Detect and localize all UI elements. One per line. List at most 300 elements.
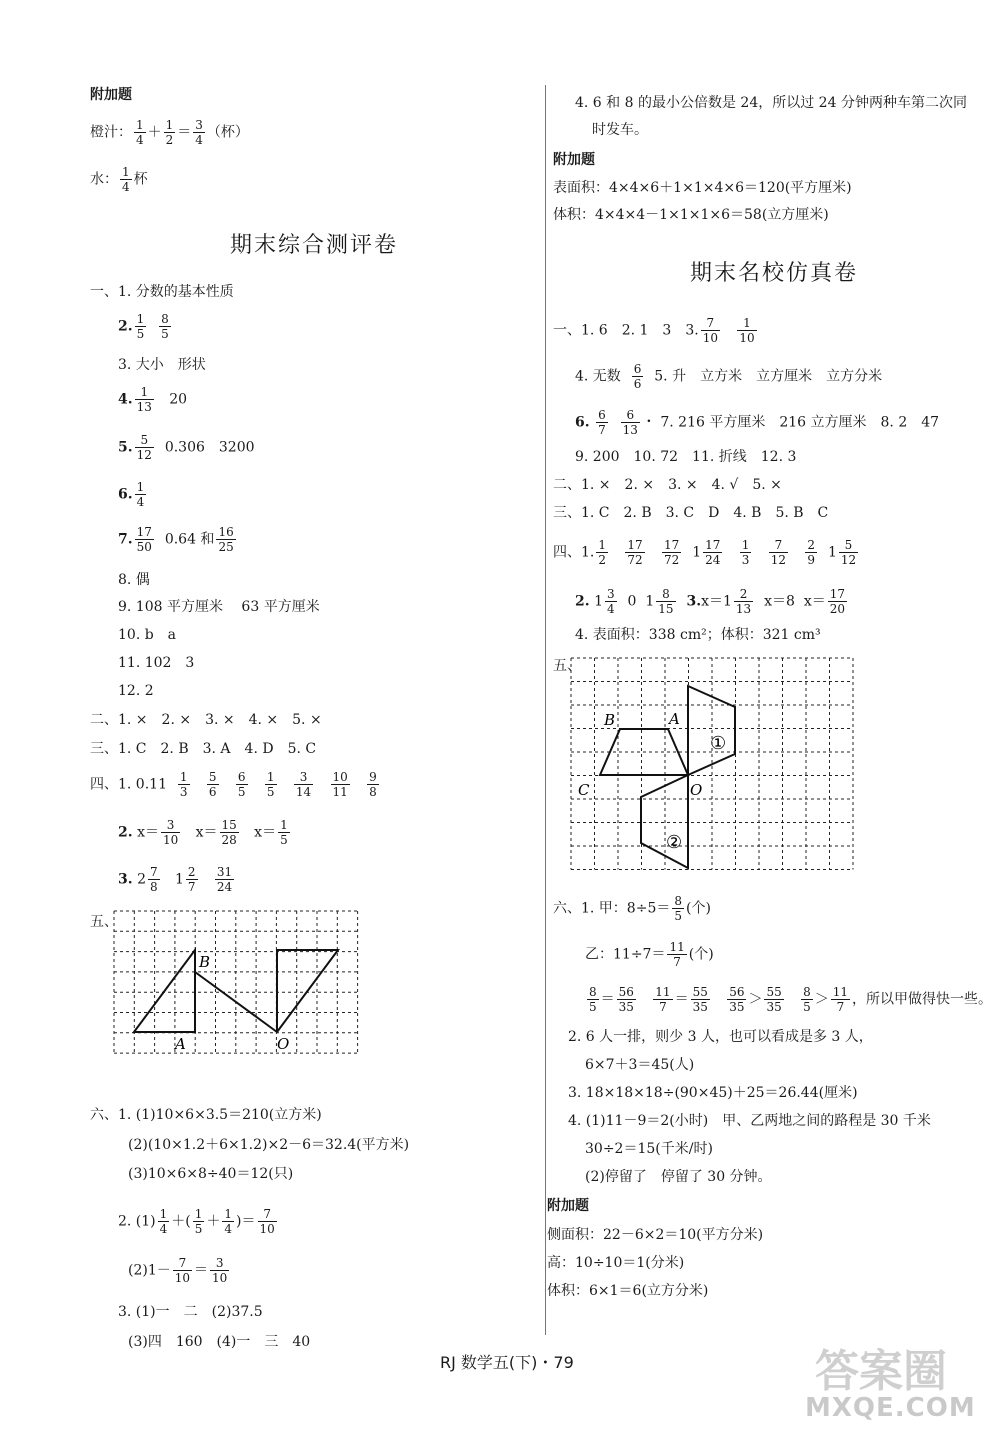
den: 10 [174, 1271, 191, 1285]
num: 1 [165, 118, 174, 132]
right-extra-2: 体积：4×4×4－1×1×1×6＝58(立方厘米) [553, 207, 829, 223]
left-q1-5 [118, 433, 255, 462]
right-q2: 二、1. × 2. × 3. × 4. √ 5. × [553, 477, 782, 493]
right-extra2-2: 高：10÷10＝1(分米) [547, 1255, 685, 1271]
fraction [210, 1256, 229, 1285]
den: 5 [266, 785, 275, 799]
op: ＝ [241, 1213, 256, 1230]
left-q1-12: 12. 2 [118, 683, 154, 699]
den: 5 [589, 1000, 597, 1014]
op: ＞ [814, 991, 829, 1008]
fraction [769, 538, 788, 567]
den: 5 [194, 1222, 203, 1236]
num-label: 4. [118, 391, 133, 408]
fraction [703, 538, 722, 567]
page-footer: RJ 数学五(下)・79 [440, 1353, 574, 1372]
op: ＝ [674, 991, 689, 1008]
right-q4-2 [575, 587, 849, 616]
fraction [207, 770, 219, 799]
den: 5 [161, 327, 169, 341]
fraction [236, 770, 248, 799]
text: x＝ [254, 824, 277, 841]
left-extra-line-2 [90, 165, 148, 194]
left-q4-3 [118, 865, 236, 894]
den: 35 [618, 1000, 634, 1014]
num: 7 [150, 865, 158, 879]
text: 5. 升 立方米 立方厘米 立方分米 [654, 368, 883, 385]
num: 17 [136, 525, 152, 539]
op: ＋ [147, 124, 162, 141]
den: 5 [674, 909, 682, 923]
right-q4-1 [553, 538, 860, 567]
text: x＝ [803, 593, 826, 610]
den: 4 [122, 180, 130, 194]
text: 1 [594, 593, 603, 610]
right-q1-9: 9. 200 10. 72 11. 折线 12. 3 [575, 449, 797, 465]
den: 10 [162, 833, 179, 847]
num: 6 [633, 362, 642, 376]
text: 2. (1) [118, 1213, 156, 1230]
watermark-logo [805, 1335, 990, 1425]
text: 20 [169, 391, 188, 408]
fraction [161, 818, 180, 847]
den: 2 [165, 133, 174, 147]
num: 3 [294, 770, 313, 785]
text: x＝ [195, 824, 218, 841]
den: 24 [705, 553, 721, 567]
left-extra-title: 附加题 [90, 87, 132, 103]
den: 5 [803, 1000, 811, 1014]
right-q6-4c: (2)停留了 停留了 30 分钟。 [585, 1169, 772, 1185]
num: 1 [280, 818, 288, 832]
right-q6-1c [585, 985, 992, 1014]
num: 17 [829, 587, 846, 601]
num: 8 [161, 312, 169, 326]
right-extra2-title: 附加题 [547, 1198, 589, 1214]
left-q3: 三、1. C 2. B 3. A 4. D 5. C [90, 741, 317, 757]
den: 5 [136, 327, 145, 341]
den: 12 [770, 553, 787, 567]
den: 13 [622, 423, 638, 437]
num: 3 [210, 1256, 229, 1271]
num-label: 6. [575, 414, 590, 431]
left-q4-1 [90, 770, 381, 799]
den: 10 [212, 1271, 228, 1285]
num: 3 [195, 118, 203, 132]
den: 12 [840, 553, 857, 567]
num: 7 [258, 1207, 277, 1222]
num: 3 [607, 587, 615, 601]
den: 2 [598, 553, 606, 567]
num: 1 [266, 770, 275, 784]
num-label: 3. [686, 593, 702, 610]
text: 乙：11÷7＝ [585, 946, 666, 963]
left-q4-2 [118, 818, 292, 847]
fraction [215, 865, 234, 894]
num: 6 [237, 770, 246, 784]
den: 14 [295, 785, 312, 799]
num: 7 [173, 1256, 192, 1271]
den: 10 [259, 1222, 275, 1236]
fraction [691, 985, 710, 1014]
fraction [667, 940, 686, 969]
num: 16 [218, 525, 234, 539]
num: 56 [618, 985, 634, 999]
num: 8 [803, 985, 811, 999]
den: 4 [136, 133, 144, 147]
fraction [727, 985, 746, 1014]
right-extra2-1: 侧面积：22－6×2＝10(平方分米) [547, 1227, 764, 1243]
den: 3 [741, 553, 750, 567]
right-section-title: 期末名校仿真卷 [690, 261, 859, 286]
label-circle-1: ① [710, 733, 727, 754]
left-q1-1: 一、1. 分数的基本性质 [90, 284, 234, 300]
fraction [701, 316, 720, 345]
num-label: 5. [118, 439, 133, 456]
num: 11 [669, 940, 685, 954]
num: 8 [589, 985, 597, 999]
fraction [294, 770, 313, 799]
right-q6-4b: 30÷2＝15(千米/时) [585, 1141, 713, 1157]
num: 56 [729, 985, 745, 999]
num: 17 [705, 538, 721, 552]
right-q1-6 [575, 408, 939, 437]
fraction [331, 770, 350, 799]
fraction [625, 538, 644, 567]
label-circle-2: ② [666, 832, 683, 853]
left-q1-8: 8. 偶 [118, 572, 150, 588]
left-q1-6 [118, 480, 148, 509]
den: 12 [136, 448, 152, 462]
left-q1-11: 11. 102 3 [118, 655, 195, 671]
den: 13 [136, 400, 152, 414]
fraction [596, 538, 608, 567]
right-q3: 三、1. C 2. B 3. C D 4. B 5. B C [553, 505, 829, 521]
fraction [222, 1207, 234, 1236]
num: 17 [664, 538, 680, 552]
text: 杯 [133, 171, 148, 188]
right-q4-top-a: 4. 6 和 8 的最小公倍数是 24，所以过 24 分钟两种车第二次同 [575, 95, 967, 111]
num: 1 [136, 118, 144, 132]
num: 17 [627, 538, 643, 552]
den: 10 [702, 331, 718, 345]
den: 15 [658, 602, 674, 616]
right-q6-4a: 4. (1)11－9＝2(小时) 甲、乙两地之间的路程是 30 千米 [568, 1113, 931, 1129]
fraction [278, 818, 290, 847]
fraction [135, 480, 147, 509]
text: 水： [90, 171, 118, 188]
left-q6-1c: (3)10×6×8÷40＝12(只) [128, 1166, 294, 1182]
right-extra-title: 附加题 [553, 152, 595, 168]
num: 1 [136, 480, 145, 494]
num: 8 [656, 587, 675, 602]
num: 5 [839, 538, 858, 553]
text: (个) [686, 900, 711, 917]
fraction [805, 538, 817, 567]
fraction [135, 433, 154, 462]
num: 11 [832, 985, 849, 999]
fraction [737, 316, 756, 345]
triangle-shape [134, 950, 195, 1032]
fraction [839, 538, 858, 567]
den: 3 [179, 785, 188, 799]
den: 25 [218, 540, 234, 554]
num: 2 [734, 587, 753, 602]
label-b: B [199, 953, 211, 971]
den: 35 [692, 1000, 708, 1014]
left-q2: 二、1. × 2. × 3. × 4. × 5. × [90, 712, 322, 728]
right-grid-figure [568, 655, 858, 880]
label-b: B [604, 711, 616, 729]
fraction [656, 587, 675, 616]
num: 1 [737, 316, 756, 331]
num: 5 [135, 433, 154, 448]
num: 1 [135, 385, 154, 400]
num-label: 2. [118, 824, 133, 841]
right-q5-label: 五、 [553, 658, 581, 674]
den: 4 [195, 133, 203, 147]
num-label: 2. [118, 318, 133, 335]
num: 8 [674, 894, 682, 908]
column-divider [545, 85, 546, 1335]
den: 7 [836, 1000, 845, 1014]
right-triangle-shape [277, 950, 338, 1032]
den: 6 [633, 377, 642, 391]
fraction [740, 538, 752, 567]
fraction [617, 985, 636, 1014]
fraction [764, 985, 783, 1014]
text: 1 [827, 544, 837, 561]
num: 7 [769, 538, 788, 553]
fraction [653, 985, 672, 1014]
num: 6 [621, 408, 640, 423]
right-q4-3: 4. 表面积：338 cm²；体积：321 cm³ [575, 627, 821, 643]
num: 1 [136, 312, 145, 326]
den: 50 [136, 540, 152, 554]
num: 1 [194, 1207, 203, 1221]
right-extra2-3: 体积：6×1＝6(立方分米) [547, 1283, 709, 1299]
right-q1-1 [553, 316, 759, 345]
num: 5 [208, 770, 217, 784]
text: 0.306 3200 [164, 439, 255, 456]
left-q6-1b: (2)(10×1.2＋6×1.2)×2－6＝32.4(平方米) [128, 1137, 410, 1153]
num: 6 [598, 408, 606, 422]
num-label: 6. [118, 486, 133, 503]
fraction [621, 408, 640, 437]
num: 15 [221, 818, 237, 832]
den: 35 [729, 1000, 745, 1014]
left-q6-1a: 六、1. (1)10×6×3.5＝210(立方米) [90, 1107, 322, 1123]
text: (2)1－ [128, 1262, 171, 1279]
left-q6-3a: 3. (1)一 二 (2)37.5 [118, 1304, 263, 1320]
num-label: 2. [575, 593, 590, 610]
den: 10 [739, 331, 755, 345]
num: 55 [692, 985, 708, 999]
den: 9 [807, 553, 816, 567]
text: 四、1. 0.11 [90, 776, 167, 793]
den: 35 [766, 1000, 782, 1014]
text: 0.64 和 [164, 531, 215, 548]
fraction [632, 362, 644, 391]
fraction [734, 587, 753, 616]
right-q6-1a [553, 894, 711, 923]
left-q6-2a [118, 1207, 279, 1236]
label-o: O [277, 1035, 290, 1053]
den: 8 [150, 880, 158, 894]
fraction [173, 1256, 192, 1285]
fraction [135, 525, 154, 554]
text: 2 [137, 871, 146, 888]
den: 20 [829, 602, 846, 616]
text: 7. 216 平方厘米 216 立方厘米 8. 2 47 [660, 414, 940, 431]
fraction [164, 118, 176, 147]
text: 六、1. 甲：8÷5＝ [553, 900, 671, 917]
den: 4 [607, 602, 615, 616]
den: 6 [208, 785, 217, 799]
fraction [367, 770, 379, 799]
den: 5 [280, 833, 288, 847]
fraction [120, 165, 132, 194]
right-extra-1: 表面积：4×4×6＋1×1×4×6＝120(平方厘米) [553, 180, 852, 196]
den: 13 [735, 602, 752, 616]
num: 31 [216, 865, 233, 879]
den: 28 [221, 833, 237, 847]
fraction [672, 894, 684, 923]
text: 1 [175, 871, 184, 888]
text: x＝ [137, 824, 159, 841]
num-label: 3. [118, 871, 133, 888]
num: 3 [161, 818, 180, 833]
right-q1-4 [575, 362, 882, 391]
num: 10 [332, 770, 348, 784]
text: 1 [645, 593, 655, 610]
num: 9 [369, 770, 377, 784]
fraction [605, 587, 617, 616]
num: 7 [701, 316, 720, 331]
num: 2 [807, 538, 816, 552]
left-q6-3b: (3)四 160 (4)一 三 40 [128, 1334, 311, 1350]
text: 4. 无数 [575, 368, 621, 385]
text: x＝8 [764, 593, 795, 610]
text: ，所以甲做得快一些。 [852, 991, 993, 1008]
right-q6-1b [585, 940, 714, 969]
text: 1 [692, 544, 702, 561]
num: 2 [187, 865, 196, 879]
num: 1 [598, 538, 606, 552]
op: ＝ [194, 1262, 209, 1279]
op: ) [236, 1213, 242, 1230]
fraction [193, 118, 205, 147]
left-section-title: 期末综合测评卷 [230, 233, 399, 258]
den: 5 [237, 785, 246, 799]
den: 7 [598, 423, 606, 437]
den: 7 [187, 880, 196, 894]
fraction [587, 985, 599, 1014]
op: ＝ [600, 991, 615, 1008]
den: 72 [664, 553, 680, 567]
segment-bo [195, 972, 277, 1032]
left-q6-2b [128, 1256, 231, 1285]
text: 0 [627, 593, 637, 610]
den: 4 [159, 1222, 168, 1236]
left-grid-figure [110, 910, 365, 1065]
den: 4 [224, 1222, 233, 1236]
den: 24 [216, 880, 233, 894]
num: 1 [224, 1207, 233, 1221]
fraction [135, 312, 147, 341]
watermark-en: MXQE.COM [805, 1393, 976, 1423]
right-q6-2a: 2. 6 人一排，则少 3 人，也可以看成是多 3 人， [568, 1029, 873, 1045]
left-q1-7 [118, 525, 238, 554]
num: 1 [179, 770, 188, 784]
fraction [265, 770, 277, 799]
fraction [216, 525, 235, 554]
label-a: A [175, 1035, 186, 1053]
text: x＝1 [701, 593, 732, 610]
text: （杯） [206, 124, 249, 141]
fraction [801, 985, 813, 1014]
right-q6-2b: 6×7＋3＝45(人) [585, 1057, 695, 1073]
left-q1-3: 3. 大小 形状 [118, 357, 206, 373]
text: 一、1. 6 2. 1 3 3. [553, 322, 699, 339]
right-q6-3: 3. 18×18×18÷(90×45)＋25＝26.44(厘米) [568, 1085, 858, 1101]
left-q5-label: 五、 [90, 914, 118, 930]
fraction [178, 770, 190, 799]
fraction [193, 1207, 205, 1236]
op: ＋ [206, 1213, 221, 1230]
fraction [186, 865, 198, 894]
label-c: C [578, 781, 590, 799]
fraction [159, 312, 171, 341]
den: 72 [627, 553, 643, 567]
op: ＞ [748, 991, 763, 1008]
den: 11 [332, 785, 348, 799]
fraction [158, 1207, 170, 1236]
fraction [828, 587, 847, 616]
den: 8 [369, 785, 377, 799]
num: 1 [122, 165, 130, 179]
left-q1-4 [118, 385, 187, 414]
num: 1 [159, 1207, 168, 1221]
fraction [148, 865, 160, 894]
den: 7 [673, 955, 681, 969]
num-label: 7. [118, 531, 133, 548]
text: 橙汁： [90, 124, 132, 141]
fraction [596, 408, 608, 437]
fraction [831, 985, 850, 1014]
fraction [220, 818, 239, 847]
op: ＋( [171, 1213, 191, 1230]
den: 7 [659, 1000, 667, 1014]
fraction [662, 538, 681, 567]
right-q4-top-b: 时发车。 [592, 122, 648, 138]
num: 1 [741, 538, 750, 552]
fraction [258, 1207, 277, 1236]
num: 11 [655, 985, 671, 999]
fraction [134, 118, 146, 147]
text: 四、1. [553, 544, 595, 561]
watermark-cn: 答案圈 [815, 1346, 947, 1397]
label-o: O [690, 781, 703, 799]
text: ・ [641, 414, 656, 431]
left-extra-line-1 [90, 118, 249, 147]
op: ＝ [177, 124, 192, 141]
num: 55 [766, 985, 782, 999]
left-q1-2 [118, 312, 173, 341]
left-q1-9: 9. 108 平方厘米 63 平方厘米 [118, 599, 320, 615]
left-q1-10: 10. b a [118, 627, 177, 643]
label-a: A [669, 710, 680, 728]
